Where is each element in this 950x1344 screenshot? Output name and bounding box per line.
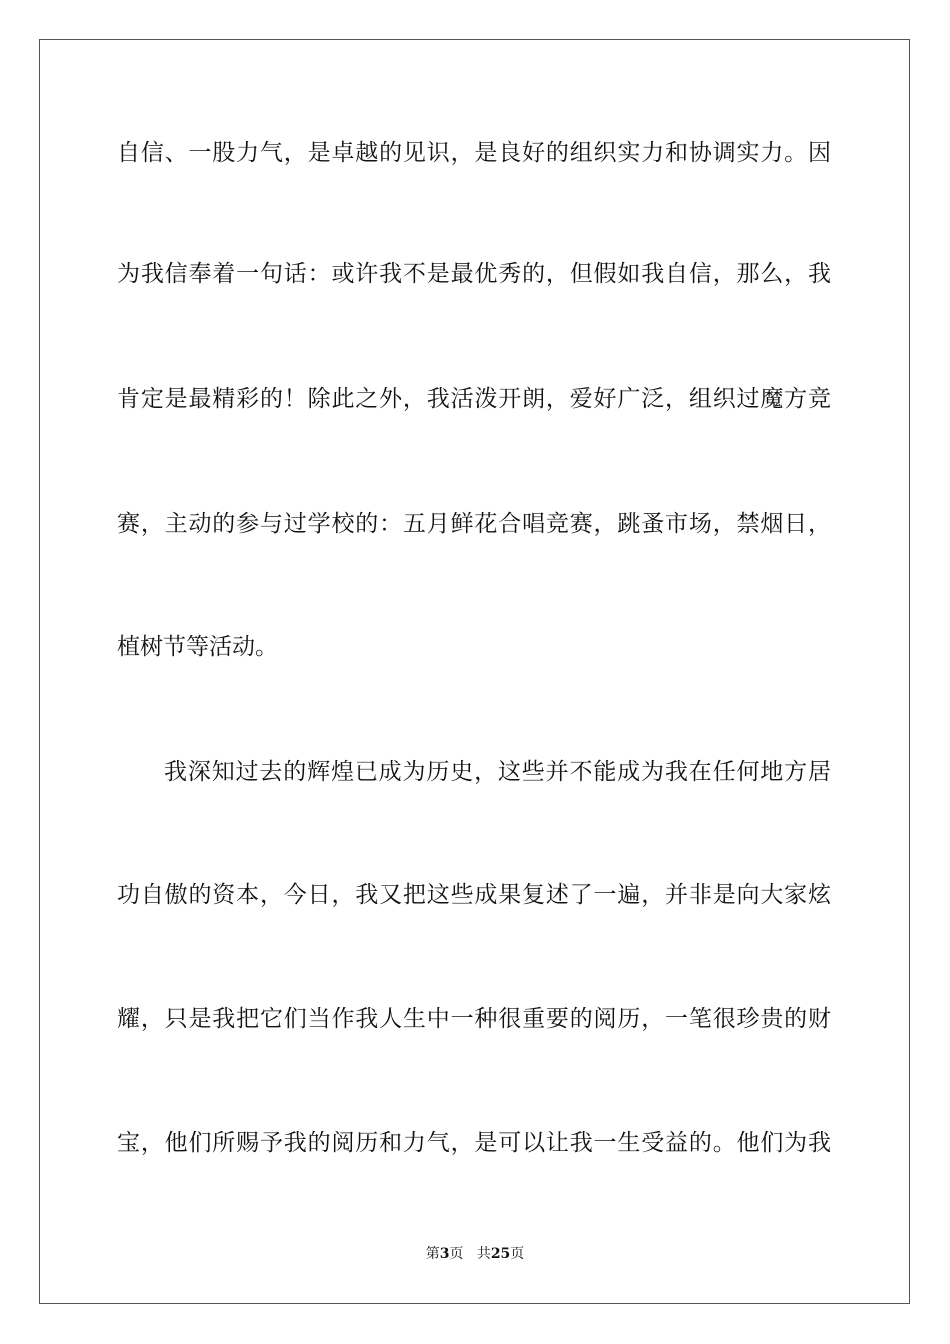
- total-suffix: 页: [510, 1246, 525, 1262]
- page-suffix: 页: [449, 1246, 464, 1262]
- paragraph-line: 我深知过去的辉煌已成为历史，这些并不能成为我在任何地方居: [164, 759, 831, 785]
- paragraph-line: 自信、一股力气，是卓越的见识，是良好的组织实力和协调实力。因: [117, 140, 831, 166]
- paragraph-line: 赛，主动的参与过学校的：五月鲜花合唱竞赛，跳蚤市场，禁烟日，: [117, 511, 831, 537]
- total-pages: 25: [490, 1246, 511, 1262]
- paragraph-line: 功自傲的资本，今日，我又把这些成果复述了一遍，并非是向大家炫: [117, 882, 831, 908]
- page-prefix: 第: [425, 1246, 440, 1262]
- paragraph-line: 为我信奉着一句话：或许我不是最优秀的，但假如我自信，那么，我: [117, 261, 831, 287]
- paragraph-line: 宝，他们所赐予我的阅历和力气，是可以让我一生受益的。他们为我: [117, 1130, 831, 1156]
- total-prefix: 共: [476, 1246, 491, 1262]
- page-footer: [0, 1244, 950, 1264]
- page-border: [39, 39, 910, 1304]
- paragraph-line: 植树节等活动。: [117, 634, 278, 660]
- page-number: 3: [439, 1246, 450, 1262]
- paragraph-line: 肯定是最精彩的！除此之外，我活泼开朗，爱好广泛，组织过魔方竞: [117, 386, 831, 412]
- paragraph-line: 耀，只是我把它们当作我人生中一种很重要的阅历，一笔很珍贵的财: [117, 1006, 831, 1032]
